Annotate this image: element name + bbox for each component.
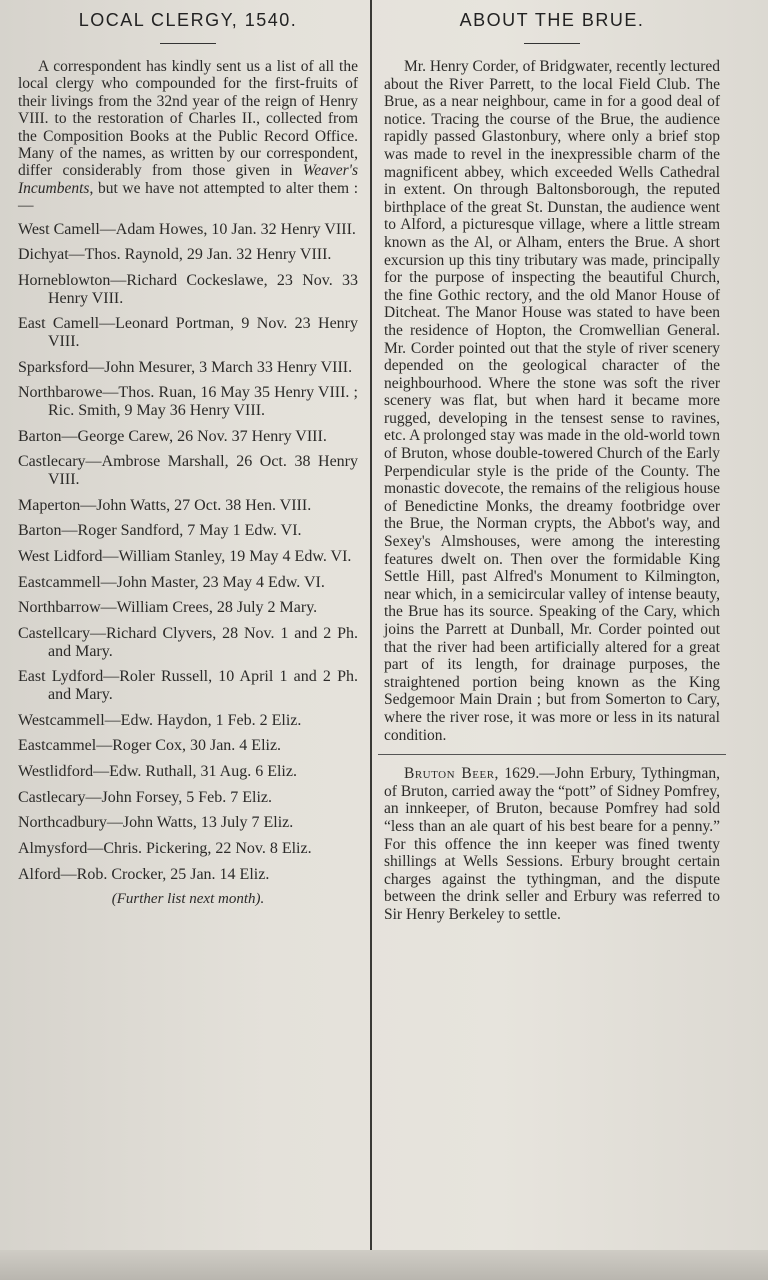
intro-text-2: , but we have not attempted to alter them :— <box>18 179 358 215</box>
left-column <box>18 0 358 1280</box>
clergy-intro <box>18 58 358 215</box>
clergy-entry: Alford—Rob. Crocker, 25 Jan. 14 Eliz. <box>18 865 270 883</box>
clergy-entry: West Lidford—William Stanley, 19 May 4 Edw. VI. <box>18 547 352 565</box>
clergy-entry: Northbarowe—Thos. Ruan, 16 May 35 Henry VIII. ; Ric. Smith, 9 May 36 Henry VIII. <box>18 384 358 419</box>
clergy-entry: Dichyat—Thos. Raynold, 29 Jan. 32 Henry VIII. <box>18 246 332 264</box>
further-list-note: (Further list next month). <box>111 891 265 908</box>
section-rule <box>378 754 726 755</box>
clergy-entry: Barton—George Carew, 26 Nov. 37 Henry VIII. <box>18 427 327 445</box>
clergy-entry: Castlecary—Ambrose Marshall, 26 Oct. 38 Henry VIII. <box>18 453 358 488</box>
page-edge <box>0 1250 768 1280</box>
bruton-beer-article <box>384 765 720 923</box>
clergy-entry: Castellcary—Richard Clyvers, 28 Nov. 1 and 2 Ph. and Mary. <box>18 624 358 660</box>
heading-rule <box>160 43 216 44</box>
column-divider <box>370 0 372 1250</box>
clergy-entry: Eastcammel—Roger Cox, 30 Jan. 4 Eliz. <box>18 737 282 755</box>
clergy-list <box>18 221 358 884</box>
clergy-entry: Almysford—Chris. Pickering, 22 Nov. 8 Eliz. <box>18 839 312 857</box>
intro-text-1: A correspondent has kindly sent us a list of all the local clergy who compounded for the first-fruits of their livings from the 32nd year of the reign of Henry VIII. to the restoration of Charles II., collected from the Composition Books at the Public Record Office. Many of the names, as written by our correspondent, differ considerably from those given in <box>18 58 358 180</box>
bruton-beer-title: Bruton Beer <box>404 765 495 783</box>
clergy-entry: Westcammell—Edw. Haydon, 1 Feb. 2 Eliz. <box>18 711 302 729</box>
clergy-entry: Eastcammell—John Master, 23 May 4 Edw. VI. <box>18 573 325 591</box>
brue-article: Mr. Henry Corder, of Bridgwater, recently lectured about the River Parrett, to the local Field Club. The Brue, as a near neighbour, came in for a good deal of notice. Tracing the course of the Brue, the audience rapidly passed Glastonbury, where only a brief stop was made to revel in the inexpressible charm of the magnificent abbey, which exceeded Wells Cathedral in extent. On through Baltonsborough, the reputed birthplace of the great St. Dunstan, the audience went to Alford, a picturesque village, where a little stream known as the Al, or Alham, enters the Brue. A short excursion up this tiny tributary was made, principally for the purpose of inspecting the beautiful Church, the fine Gothic rectory, and the old Manor House of Ditcheat. The Manor House was stated to have been the residence of Hopton, the Cromwellian General. Mr. Corder pointed out that the style of river scenery depended on the geological character of the neighbourhood. Where the stone was soft the river scenery was flat, but when hard it became more rugged, developing in the tensest sense to ravines, etc. A prolonged stay was made in the old-world town of Bruton, whose double-towered Church of the Early Perpendicular style is the pride of the County. The monastic dovecote, the remains of the religious house of Benedictine Monks, the dreamy footbridge over the Brue, the Norman crypts, the Abbot's way, and Sexey's Almshouses, were among the interesting features dwelt on. Then over the formidable King Settle Hill, past Alfred's Monument to Kilmington, near which, in a semicircular valley of intense beauty, the Brue has its source. Speaking of the Cary, which joins the Parrett at Dunball, Mr. Corder pointed out that the river had been artificially altered for a great part of its length, for drainage purposes, the straightened portion being known as the King Sedgemoor Main Drain ; but from Somerton to Cary, where the river rose, it was more or less in its natural condition. <box>384 58 720 744</box>
clergy-entry: Barton—Roger Sandford, 7 May 1 Edw. VI. <box>18 522 302 540</box>
clergy-entry: East Lydford—Roler Russell, 10 April 1 and 2 Ph. and Mary. <box>18 668 358 703</box>
intro-italic-title: Weaver's Incumbents <box>18 162 358 197</box>
clergy-entry: Northbarrow—William Crees, 28 July 2 Mary. <box>18 599 318 617</box>
about-brue-heading: ABOUT THE BRUE. <box>459 10 645 30</box>
right-column <box>384 0 720 1280</box>
clergy-entry: West Camell—Adam Howes, 10 Jan. 32 Henry VIII. <box>18 220 356 238</box>
clergy-entry: East Camell—Leonard Portman, 9 Nov. 23 Henry VIII. <box>18 315 358 350</box>
clergy-entry: Castlecary—John Forsey, 5 Feb. 7 Eliz. <box>18 788 273 806</box>
clergy-entry: Sparksford—John Mesurer, 3 March 33 Henry VIII. <box>18 358 353 376</box>
heading-rule <box>524 43 580 44</box>
local-clergy-heading: LOCAL CLERGY, 1540. <box>78 10 298 30</box>
clergy-entry: Northcadbury—John Watts, 13 July 7 Eliz. <box>18 814 294 832</box>
clergy-entry: Maperton—John Watts, 27 Oct. 38 Hen. VIII. <box>18 496 312 514</box>
bruton-beer-text: , 1629.—John Erbury, Tythingman, of Bruton, carried away the “pott” of Sidney Pomfrey, an innkeeper, of Bruton, because Pomfrey had sold “less than an ale quart of his best beare for a penny.” For this offence the inn keeper was fined twenty shillings at Wells Sessions. Erbury brought certain charges against the tythingman, and the dispute between the drink seller and Erbury was referred to Sir Henry Berkeley to settle. <box>384 765 720 923</box>
clergy-entry: Horneblowton—Richard Cockeslawe, 23 Nov. 33 Henry VIII. <box>18 272 358 307</box>
clergy-entry: Westlidford—Edw. Ruthall, 31 Aug. 6 Eliz. <box>18 762 297 780</box>
